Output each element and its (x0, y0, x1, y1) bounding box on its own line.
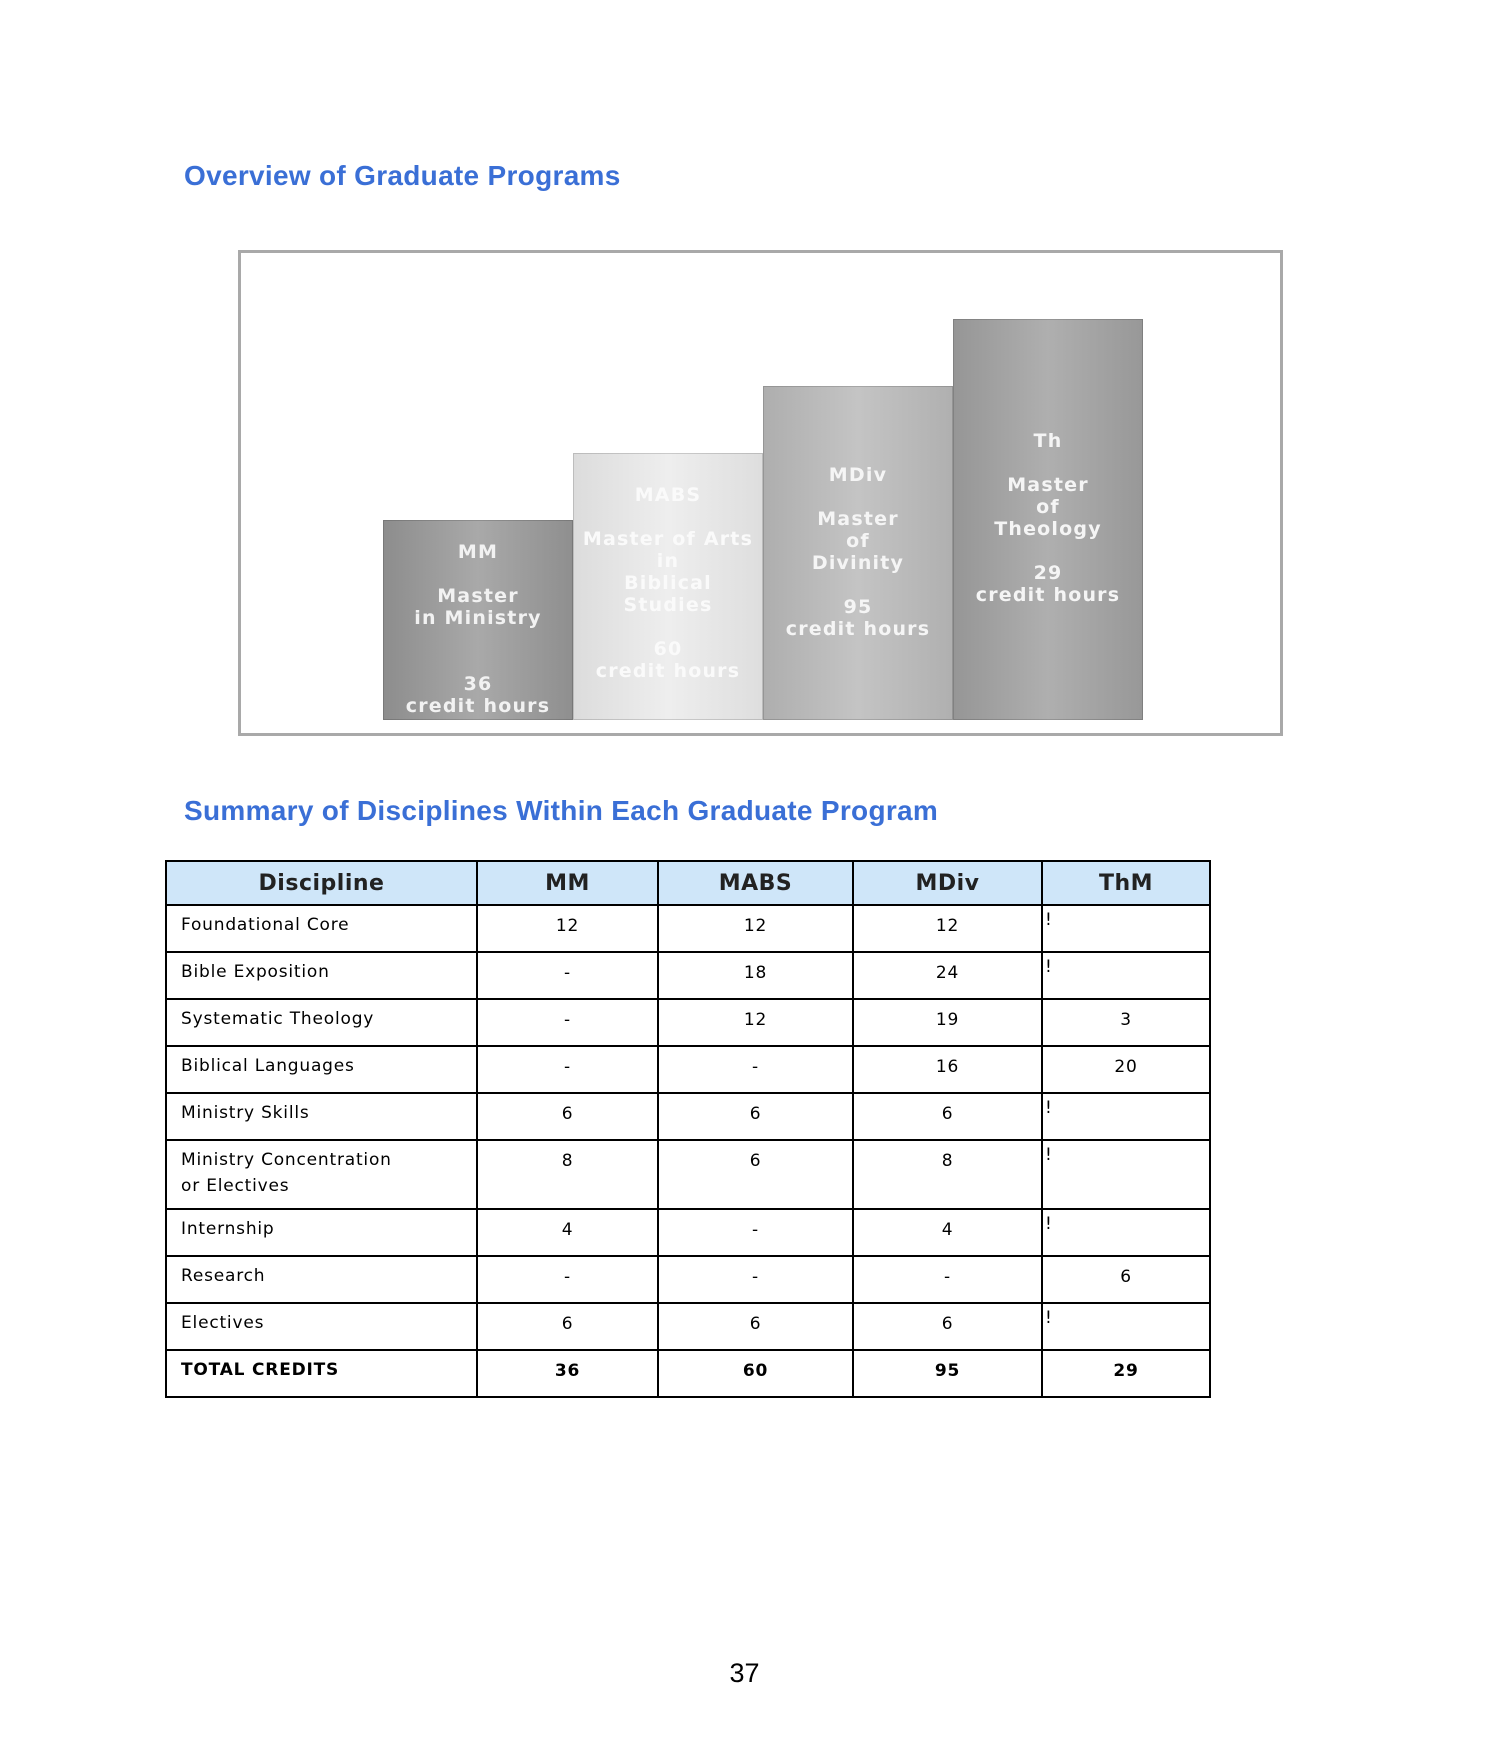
program-overview-chart (238, 250, 1283, 736)
cell-mm: 12 (477, 905, 658, 952)
table-row (166, 999, 1210, 1046)
program-name-line: of (846, 530, 870, 552)
discipline-name-line: TOTAL CREDITS (181, 1360, 340, 1380)
summary-heading: Summary of Disciplines Within Each Graduate Program (184, 795, 939, 826)
discipline-name-line: Research (181, 1266, 266, 1286)
discipline-name-line: Systematic Theology (181, 1009, 375, 1029)
discipline-cell (166, 1046, 477, 1093)
program-block-mm (383, 520, 573, 720)
cell-mm: 6 (477, 1303, 658, 1350)
program-block-mabs (573, 453, 763, 720)
cell-mdiv: 16 (853, 1046, 1042, 1093)
cell-mabs: 60 (658, 1350, 853, 1397)
cell-mabs: - (658, 1209, 853, 1256)
program-abbr: MDiv (828, 464, 888, 486)
table-row (166, 1256, 1210, 1303)
program-name-line: of (1036, 496, 1060, 518)
program-abbr: MM (457, 541, 499, 563)
cell-mm: - (477, 952, 658, 999)
cell-mabs: 6 (658, 1093, 853, 1140)
cell-mdiv: 6 (853, 1093, 1042, 1140)
program-name-line: in Ministry (414, 607, 542, 629)
program-name-line: in (656, 550, 680, 572)
cell-mabs: 12 (658, 999, 853, 1046)
cell-thm: ! (1042, 1209, 1210, 1256)
program-name-line: Master (1007, 474, 1089, 496)
cell-thm: 6 (1042, 1256, 1210, 1303)
program-name-line: Master (817, 508, 899, 530)
cell-mdiv: 24 (853, 952, 1042, 999)
program-credits: 29 (1033, 562, 1063, 584)
program-name-line: Master (437, 585, 519, 607)
header-discipline: Discipline (166, 861, 477, 905)
program-block-mdiv (763, 386, 953, 720)
program-credits-label: credit hours (975, 584, 1121, 606)
disciplines-table (165, 860, 1211, 1398)
cell-mdiv: 95 (853, 1350, 1042, 1397)
program-name-line: Theology (994, 518, 1102, 540)
cell-thm: ! (1042, 1140, 1210, 1209)
cell-thm: ! (1042, 1093, 1210, 1140)
header-mdiv: MDiv (853, 861, 1042, 905)
program-name-line: Divinity (811, 552, 905, 574)
discipline-name-line: Ministry Skills (181, 1103, 310, 1123)
discipline-cell (166, 1209, 477, 1256)
cell-mdiv: 12 (853, 905, 1042, 952)
discipline-name-line: or Electives (181, 1176, 290, 1196)
program-credits-label: credit hours (595, 660, 741, 682)
cell-thm: 29 (1042, 1350, 1210, 1397)
cell-mdiv: 19 (853, 999, 1042, 1046)
table-row (166, 1046, 1210, 1093)
cell-mm: 8 (477, 1140, 658, 1209)
cell-mm: - (477, 1046, 658, 1093)
header-mm: MM (477, 861, 658, 905)
discipline-cell (166, 952, 477, 999)
cell-mabs: - (658, 1256, 853, 1303)
discipline-cell (166, 1093, 477, 1140)
cell-thm: ! (1042, 1303, 1210, 1350)
cell-mabs: - (658, 1046, 853, 1093)
cell-mdiv: - (853, 1256, 1042, 1303)
discipline-cell (166, 1256, 477, 1303)
discipline-name-line: Electives (181, 1313, 265, 1333)
discipline-cell (166, 999, 477, 1046)
discipline-name-line: Ministry Concentration (181, 1150, 392, 1170)
table-row (166, 1350, 1210, 1397)
cell-mabs: 6 (658, 1303, 853, 1350)
cell-mabs: 18 (658, 952, 853, 999)
program-credits: 95 (843, 596, 873, 618)
program-credits-label: credit hours (405, 695, 551, 717)
discipline-name-line: Internship (181, 1219, 275, 1239)
cell-mdiv: 6 (853, 1303, 1042, 1350)
cell-mm: 6 (477, 1093, 658, 1140)
table-row (166, 1093, 1210, 1140)
program-abbr: Th (1033, 430, 1063, 452)
cell-mm: 4 (477, 1209, 658, 1256)
cell-thm: 20 (1042, 1046, 1210, 1093)
table-row (166, 952, 1210, 999)
discipline-cell (166, 1350, 477, 1397)
discipline-cell (166, 1303, 477, 1350)
table-row (166, 1303, 1210, 1350)
table-header-row (166, 861, 1210, 905)
cell-thm: 3 (1042, 999, 1210, 1046)
program-credits: 36 (463, 673, 493, 695)
program-credits: 60 (653, 638, 683, 660)
cell-mm: - (477, 999, 658, 1046)
overview-heading: Overview of Graduate Programs (184, 160, 621, 191)
program-name-line: Biblical (624, 572, 712, 594)
cell-mm: - (477, 1256, 658, 1303)
program-abbr: MABS (634, 484, 702, 506)
cell-thm: ! (1042, 952, 1210, 999)
cell-mdiv: 4 (853, 1209, 1042, 1256)
cell-mdiv: 8 (853, 1140, 1042, 1209)
page-number: 37 (729, 1658, 760, 1688)
program-block-th (953, 319, 1143, 720)
cell-mm: 36 (477, 1350, 658, 1397)
cell-thm: ! (1042, 905, 1210, 952)
disciplines-table-wrap (165, 860, 1211, 1398)
discipline-name-line: Foundational Core (181, 915, 350, 935)
header-thm: ThM (1042, 861, 1210, 905)
discipline-cell (166, 1140, 477, 1209)
table-row (166, 1140, 1210, 1209)
discipline-cell (166, 905, 477, 952)
header-mabs: MABS (658, 861, 853, 905)
program-name-line: Master of Arts (582, 528, 754, 550)
discipline-name-line: Biblical Languages (181, 1056, 355, 1076)
program-name-line: Studies (623, 594, 713, 616)
program-credits-label: credit hours (785, 618, 931, 640)
table-row (166, 905, 1210, 952)
cell-mabs: 6 (658, 1140, 853, 1209)
cell-mabs: 12 (658, 905, 853, 952)
table-row (166, 1209, 1210, 1256)
discipline-name-line: Bible Exposition (181, 962, 330, 982)
